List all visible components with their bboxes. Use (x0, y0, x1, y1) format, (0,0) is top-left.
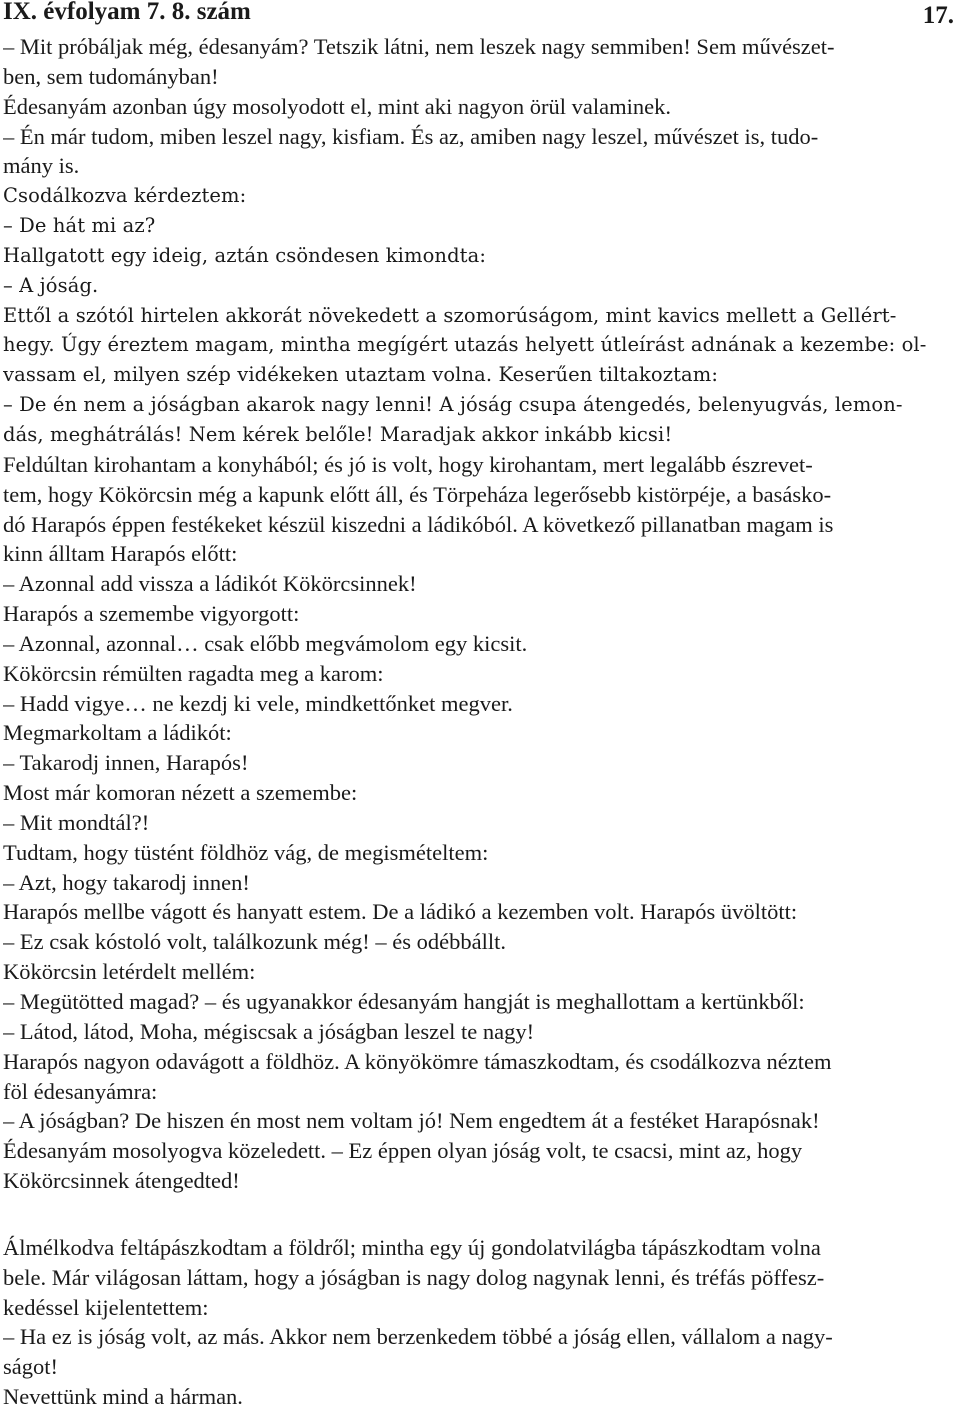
text-line: Feldúltan kirohantam a konyhából; és jó is volt, hogy kirohantam, mert legalább észrevet- (3, 451, 813, 477)
text-line: Tudtam, hogy tüstént földhöz vág, de megismételtem: (3, 839, 489, 865)
text-line: – Mit próbáljak még, édesanyám? Tetszik látni, nem leszek nagy semmiben! Sem művészet- (3, 34, 835, 59)
text-line: Megmarkoltam a ládikót: (3, 720, 232, 746)
text-line: Csodálkozva kérdeztem: (3, 184, 247, 208)
text-line: Kökörcsin rémülten ragadta meg a karom: (3, 660, 384, 686)
text-line: – Én már tudom, miben leszel nagy, kisfiam. És az, amiben nagy leszel, művészet is, tudo- (3, 123, 819, 149)
text-line: Harapós mellbe vágott és hanyatt estem. De a ládikó a kezemben volt. Harapós üvöltött: (3, 899, 798, 925)
text-line: dás, meghátrálás! Nem kérek belőle! Maradjak akkor inkább kicsi! (3, 422, 673, 446)
text-line: vassam el, milyen szép vidékeken utaztam volna. Keserűen tiltakoztam: (3, 363, 719, 387)
page-number: 17. (922, 2, 954, 29)
text-line: ben, sem tudományban! (3, 63, 219, 89)
text-line: Kökörcsinnek átengedted! (3, 1168, 240, 1194)
text-line: – Hadd vigye… ne kezdj ki vele, mindkettőnket megver. (3, 690, 513, 716)
page-header (0, 0, 960, 28)
text-block-ending (3, 1233, 957, 1412)
text-line: – De hát mi az? (3, 214, 156, 238)
text-block-main (3, 32, 957, 1196)
text-line: – De én nem a jóságban akarok nagy lenni! A jóság csupa átengedés, belenyugvás, lemon- (3, 393, 903, 417)
text-line: – Takarodj innen, Harapós! (3, 750, 249, 776)
text-line: tem, hogy Kökörcsin még a kapunk előtt áll, és Törpeháza legerősebb kistörpéje, a basásko- (3, 481, 832, 507)
text-line: – Azonnal, azonnal… csak előbb megvámolom egy kicsit. (3, 630, 528, 656)
text-line: – Ha ez is jóság volt, az más. Akkor nem berzenkedem többé a jóság ellen, vállalom a nagy- (3, 1324, 833, 1350)
text-line: – Azt, hogy takarodj innen! (3, 869, 250, 895)
text-line: Harapós nagyon odavágott a földhöz. A könyökömre támaszkodtam, és csodálkozva néztem (3, 1048, 832, 1074)
text-line: kedéssel kijelentettem: (3, 1294, 209, 1320)
text-line: Kökörcsin letérdelt mellém: (3, 959, 256, 985)
text-line: – Megütötted magad? – és ugyanakkor édesanyám hangját is meghallottam a kertünkből: (3, 989, 805, 1014)
text-line: Nevettünk mind a hárman. (3, 1384, 243, 1410)
text-line: – Mit mondtál?! (3, 809, 150, 835)
issue-label: IX. évfolyam 7. 8. szám (3, 0, 251, 25)
text-line: – Ez csak kóstoló volt, találkozunk még! – és odébbállt. (3, 929, 507, 955)
text-line: Ettől a szótól hirtelen akkorát növekedett a szomorúságom, mint kavics mellett a Gellért- (3, 303, 897, 327)
text-line: hegy. Úgy éreztem magam, mintha megígért utazás helyett útleírást adnának a kezembe: ol- (3, 333, 927, 357)
text-line: föl édesanyámra: (3, 1078, 158, 1104)
paragraph-gap (3, 1196, 957, 1233)
text-line: Édesanyám mosolyogva közeledett. – Ez éppen olyan jóság volt, te csacsi, mint az, hogy (3, 1138, 803, 1164)
text-line: – Azonnal add vissza a ládikót Kökörcsinnek! (3, 571, 417, 597)
text-line: – Látod, látod, Moha, mégiscsak a jóságban leszel te nagy! (3, 1018, 535, 1044)
text-line: Harapós a szemembe vigyorgott: (3, 601, 300, 627)
text-line: mány is. (3, 153, 80, 179)
text-line: – A jóságban? De hiszen én most nem voltam jó! Nem engedtem át a festéket Harapósnak! (3, 1108, 820, 1134)
text-line: ságot! (3, 1354, 58, 1380)
text-line: Édesanyám azonban úgy mosolyodott el, mint aki nagyon örül valaminek. (3, 93, 671, 119)
text-line: Álmélkodva feltápászkodtam a földről; mintha egy új gondolatvilágba tápászkodtam volna (3, 1234, 821, 1260)
text-line: – A jóság. (3, 273, 99, 297)
text-line: Hallgatott egy ideig, aztán csöndesen kimondta: (3, 243, 487, 267)
text-line: bele. Már világosan láttam, hogy a jóságban is nagy dolog nagynak lenni, és tréfás pöffesz- (3, 1264, 825, 1290)
text-line: Most már komoran nézett a szemembe: (3, 780, 358, 806)
text-line: dó Harapós éppen festékeket készül kiszedni a ládikóból. A következő pillanatban magam is (3, 511, 834, 537)
text-line: kinn álltam Harapós előtt: (3, 541, 238, 567)
document-body (3, 32, 957, 1412)
